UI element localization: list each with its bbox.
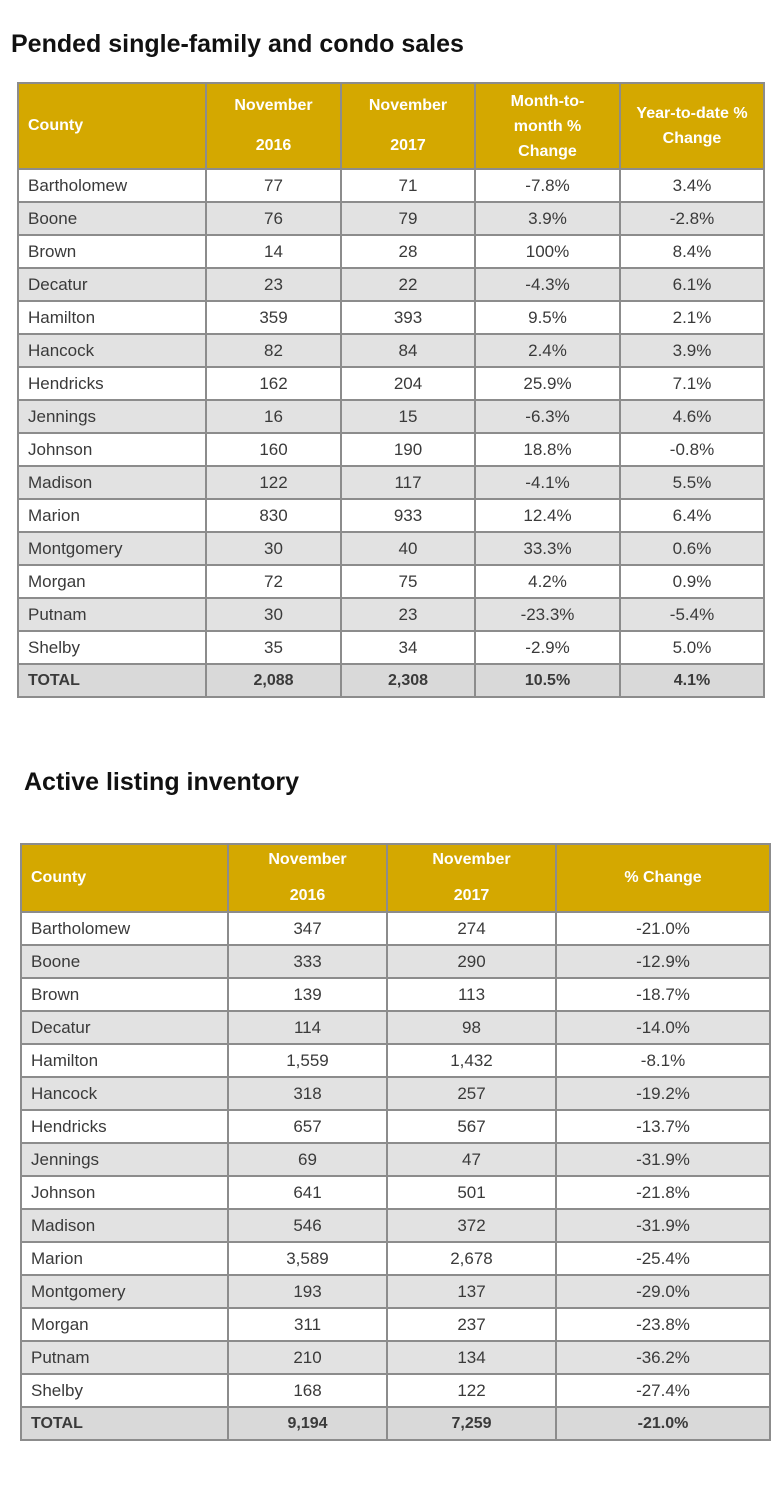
nov-2016-cell: 3,589 [228,1242,387,1275]
table-row [18,400,764,433]
nov-2016-cell: 82 [206,334,341,367]
county-cell: Hamilton [21,1044,228,1077]
table-row [18,268,764,301]
county-cell: Hendricks [18,367,206,400]
county-cell: Putnam [21,1341,228,1374]
percent-change-cell: -29.0% [556,1275,770,1308]
county-cell: Montgomery [18,532,206,565]
header-nov-2016-year: 2016 [255,137,292,154]
nov-2017-cell: 501 [387,1176,556,1209]
header-nov-2017-month: November [432,851,511,868]
nov-2017-cell: 933 [341,499,475,532]
month-to-month-change-cell: 12.4% [475,499,620,532]
nov-2016-cell: 30 [206,532,341,565]
nov-2017-cell: 34 [341,631,475,664]
total-nov-2017-cell: 2,308 [341,664,475,697]
nov-2017-cell: 393 [341,301,475,334]
nov-2016-cell: 210 [228,1341,387,1374]
nov-2016-cell: 114 [228,1011,387,1044]
year-to-date-change-cell: 4.6% [620,400,764,433]
county-cell: Decatur [18,268,206,301]
month-to-month-change-cell: 9.5% [475,301,620,334]
county-cell: Hancock [21,1077,228,1110]
nov-2016-cell: 347 [228,912,387,945]
table-row [21,1242,770,1275]
table-row [18,631,764,664]
nov-2016-cell: 76 [206,202,341,235]
county-cell: Brown [18,235,206,268]
percent-change-cell: -18.7% [556,978,770,1011]
nov-2017-cell: 204 [341,367,475,400]
nov-2017-cell: 290 [387,945,556,978]
percent-change-cell: -23.8% [556,1308,770,1341]
active-inventory-title: Active listing inventory [24,768,300,796]
nov-2016-cell: 162 [206,367,341,400]
county-cell: Hendricks [21,1110,228,1143]
month-to-month-change-cell: -7.8% [475,169,620,202]
month-to-month-change-cell: -23.3% [475,598,620,631]
nov-2017-cell: 47 [387,1143,556,1176]
county-cell: Shelby [18,631,206,664]
nov-2016-cell: 30 [206,598,341,631]
active-inventory-table [20,843,771,1441]
nov-2017-cell: 84 [341,334,475,367]
nov-2017-cell: 75 [341,565,475,598]
year-to-date-change-cell: 3.4% [620,169,764,202]
nov-2017-cell: 274 [387,912,556,945]
county-cell: Hancock [18,334,206,367]
nov-2016-cell: 122 [206,466,341,499]
county-cell: Marion [18,499,206,532]
nov-2016-cell: 16 [206,400,341,433]
month-to-month-change-cell: 100% [475,235,620,268]
table-row [18,202,764,235]
table-row [18,301,764,334]
table-row [21,1077,770,1110]
percent-change-cell: -14.0% [556,1011,770,1044]
nov-2017-cell: 237 [387,1308,556,1341]
nov-2016-cell: 359 [206,301,341,334]
county-cell: Morgan [18,565,206,598]
header-nov-2017-year: 2017 [453,887,490,904]
header-nov-2017-year: 2017 [390,137,426,154]
pended-sales-table [17,82,765,698]
header-nov-2016 [206,83,341,169]
table-row [18,598,764,631]
month-to-month-change-cell: -4.1% [475,466,620,499]
nov-2017-cell: 137 [387,1275,556,1308]
nov-2016-cell: 14 [206,235,341,268]
total-row [18,664,764,697]
table-row [21,912,770,945]
header-nov-2017 [387,844,556,912]
nov-2017-cell: 113 [387,978,556,1011]
year-to-date-change-cell: 6.1% [620,268,764,301]
nov-2017-cell: 117 [341,466,475,499]
county-cell: Decatur [21,1011,228,1044]
nov-2017-cell: 2,678 [387,1242,556,1275]
table-row [18,367,764,400]
nov-2016-cell: 35 [206,631,341,664]
month-to-month-change-cell: 3.9% [475,202,620,235]
month-to-month-change-cell: -6.3% [475,400,620,433]
county-cell: Jennings [21,1143,228,1176]
nov-2016-cell: 333 [228,945,387,978]
percent-change-cell: -36.2% [556,1341,770,1374]
total-month-to-month-change-cell: 10.5% [475,664,620,697]
county-cell: Bartholomew [18,169,206,202]
year-to-date-change-cell: 0.9% [620,565,764,598]
county-cell: Bartholomew [21,912,228,945]
month-to-month-change-cell: 33.3% [475,532,620,565]
year-to-date-change-cell: 8.4% [620,235,764,268]
percent-change-cell: -31.9% [556,1209,770,1242]
table-row [21,1176,770,1209]
percent-change-cell: -21.8% [556,1176,770,1209]
nov-2016-cell: 168 [228,1374,387,1407]
nov-2016-cell: 77 [206,169,341,202]
year-to-date-change-cell: -5.4% [620,598,764,631]
year-to-date-change-cell: 0.6% [620,532,764,565]
nov-2016-cell: 318 [228,1077,387,1110]
percent-change-cell: -12.9% [556,945,770,978]
header-nov-2017-month: November [368,97,448,114]
nov-2017-cell: 71 [341,169,475,202]
county-cell: Putnam [18,598,206,631]
nov-2017-cell: 28 [341,235,475,268]
nov-2016-cell: 69 [228,1143,387,1176]
county-cell: Johnson [21,1176,228,1209]
percent-change-cell: -27.4% [556,1374,770,1407]
table-row [18,235,764,268]
table-row [18,565,764,598]
county-cell: Brown [21,978,228,1011]
county-cell: Shelby [21,1374,228,1407]
table-row [18,334,764,367]
table-row [21,1374,770,1407]
county-cell: Boone [21,945,228,978]
nov-2016-cell: 830 [206,499,341,532]
percent-change-cell: -31.9% [556,1143,770,1176]
nov-2017-cell: 1,432 [387,1044,556,1077]
county-cell: Montgomery [21,1275,228,1308]
year-to-date-change-cell: 3.9% [620,334,764,367]
table-row [18,499,764,532]
total-row [21,1407,770,1440]
nov-2016-cell: 193 [228,1275,387,1308]
nov-2017-cell: 79 [341,202,475,235]
nov-2016-cell: 311 [228,1308,387,1341]
nov-2017-cell: 190 [341,433,475,466]
header-nov-2016-month: November [268,851,347,868]
percent-change-cell: -13.7% [556,1110,770,1143]
percent-change-cell: -21.0% [556,912,770,945]
table-row [18,466,764,499]
year-to-date-change-cell: -2.8% [620,202,764,235]
nov-2016-cell: 72 [206,565,341,598]
nov-2016-cell: 546 [228,1209,387,1242]
total-nov-2017-cell: 7,259 [387,1407,556,1440]
county-cell: Boone [18,202,206,235]
nov-2017-cell: 567 [387,1110,556,1143]
header-percent-change: % Change [556,844,770,912]
month-to-month-change-cell: 25.9% [475,367,620,400]
table-row [21,1143,770,1176]
table-row [18,169,764,202]
total-nov-2016-cell: 9,194 [228,1407,387,1440]
nov-2016-cell: 139 [228,978,387,1011]
year-to-date-change-cell: 6.4% [620,499,764,532]
percent-change-cell: -19.2% [556,1077,770,1110]
total-county-cell: TOTAL [18,664,206,697]
month-to-month-change-cell: 18.8% [475,433,620,466]
nov-2016-cell: 23 [206,268,341,301]
total-county-cell: TOTAL [21,1407,228,1440]
percent-change-cell: -8.1% [556,1044,770,1077]
month-to-month-change-cell: 2.4% [475,334,620,367]
nov-2017-cell: 98 [387,1011,556,1044]
header-year-to-date-change: Year-to-date % Change [620,83,764,169]
nov-2017-cell: 122 [387,1374,556,1407]
table-row [18,433,764,466]
county-cell: Marion [21,1242,228,1275]
table-row [21,1044,770,1077]
table-row [21,945,770,978]
nov-2017-cell: 23 [341,598,475,631]
inventory-header-row [21,844,770,912]
header-nov-2017 [341,83,475,169]
nov-2016-cell: 641 [228,1176,387,1209]
header-county: County [18,83,206,169]
percent-change-cell: -25.4% [556,1242,770,1275]
county-cell: Johnson [18,433,206,466]
table-row [21,978,770,1011]
table-row [18,532,764,565]
table-row [21,1308,770,1341]
pended-header-row [18,83,764,169]
county-cell: Jennings [18,400,206,433]
table-row [21,1209,770,1242]
nov-2017-cell: 134 [387,1341,556,1374]
total-percent-change-cell: -21.0% [556,1407,770,1440]
nov-2016-cell: 1,559 [228,1044,387,1077]
total-year-to-date-change-cell: 4.1% [620,664,764,697]
year-to-date-change-cell: 5.0% [620,631,764,664]
county-cell: Madison [18,466,206,499]
year-to-date-change-cell: 5.5% [620,466,764,499]
county-cell: Hamilton [18,301,206,334]
table-row [21,1341,770,1374]
nov-2017-cell: 15 [341,400,475,433]
year-to-date-change-cell: 7.1% [620,367,764,400]
nov-2017-cell: 372 [387,1209,556,1242]
year-to-date-change-cell: -0.8% [620,433,764,466]
month-to-month-change-cell: -4.3% [475,268,620,301]
header-nov-2016-month: November [234,97,313,114]
table-row [21,1011,770,1044]
table-row [21,1110,770,1143]
table-row [21,1275,770,1308]
nov-2017-cell: 22 [341,268,475,301]
nov-2017-cell: 257 [387,1077,556,1110]
county-cell: Morgan [21,1308,228,1341]
pended-sales-title: Pended single-family and condo sales [11,30,464,58]
header-county: County [21,844,228,912]
year-to-date-change-cell: 2.1% [620,301,764,334]
header-month-to-month-change: Month-to-month % Change [475,83,620,169]
month-to-month-change-cell: 4.2% [475,565,620,598]
nov-2016-cell: 160 [206,433,341,466]
header-nov-2016-year: 2016 [289,887,326,904]
month-to-month-change-cell: -2.9% [475,631,620,664]
county-cell: Madison [21,1209,228,1242]
header-nov-2016 [228,844,387,912]
total-nov-2016-cell: 2,088 [206,664,341,697]
nov-2017-cell: 40 [341,532,475,565]
nov-2016-cell: 657 [228,1110,387,1143]
